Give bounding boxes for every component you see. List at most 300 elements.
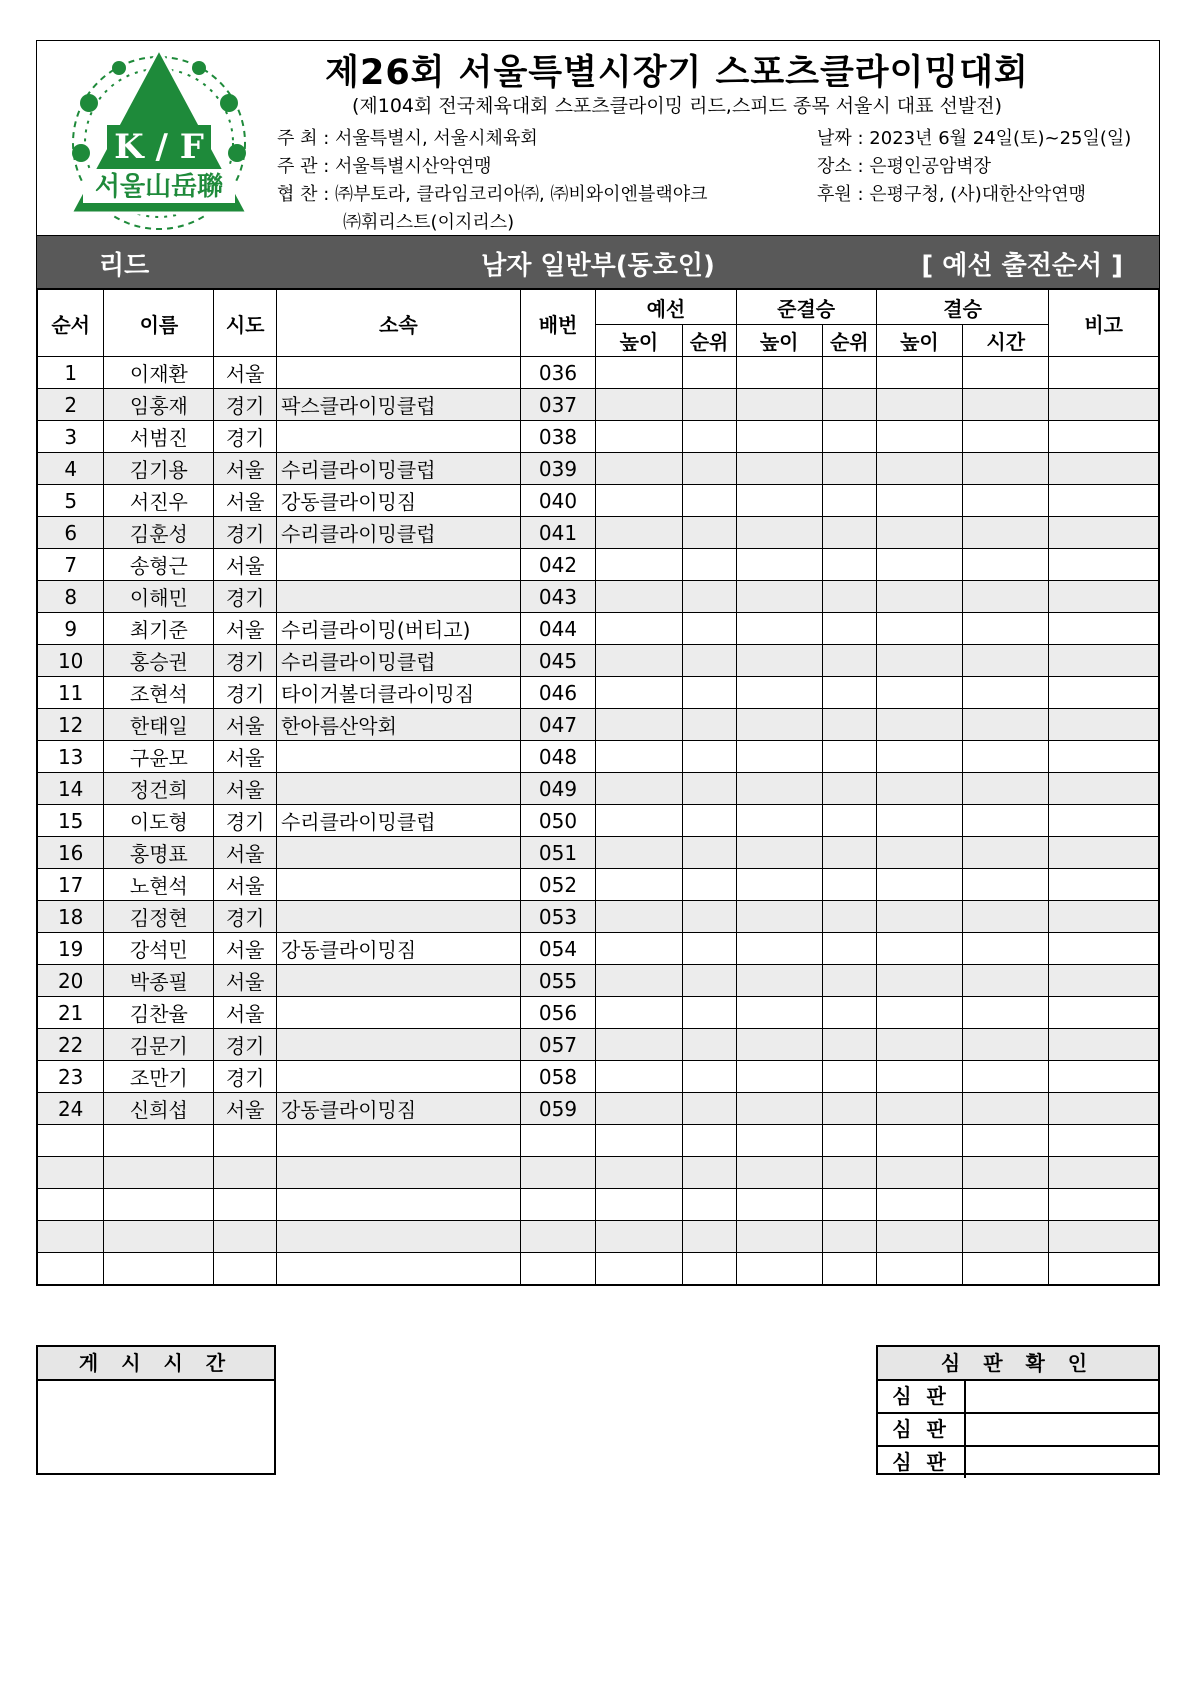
cell-qual-rank <box>682 1189 736 1221</box>
cell-semi-rank <box>822 869 876 901</box>
cell-semi-rank <box>822 1093 876 1125</box>
col-qual: 예선 <box>596 289 736 325</box>
cell-semi-height <box>736 485 822 517</box>
cell-semi-rank <box>822 1125 876 1157</box>
cell-final-height <box>876 421 962 453</box>
cell-semi-rank <box>822 389 876 421</box>
table-row <box>37 997 1159 1029</box>
col-final-height: 높이 <box>876 325 962 357</box>
cell-qual-rank <box>682 1093 736 1125</box>
col-name: 이름 <box>104 289 214 357</box>
cell-affiliation <box>276 1221 520 1253</box>
cell-region: 경기 <box>214 421 277 453</box>
cell-affiliation: 강동클라이밍짐 <box>276 1093 520 1125</box>
cell-order: 6 <box>37 517 104 549</box>
table-row <box>37 549 1159 581</box>
cell-final-time <box>963 1189 1049 1221</box>
cell-qual-height <box>596 997 682 1029</box>
judge-signature-field[interactable] <box>966 1381 1158 1412</box>
cell-order: 23 <box>37 1061 104 1093</box>
cell-note <box>1049 1189 1159 1221</box>
cell-order <box>37 1125 104 1157</box>
cell-semi-rank <box>822 709 876 741</box>
cell-semi-rank <box>822 805 876 837</box>
cell-qual-height <box>596 965 682 997</box>
cell-qual-height <box>596 1093 682 1125</box>
date-line: 날짜 : 2023년 6월 24일(토)~25일(일) <box>817 128 1132 149</box>
cell-final-time <box>963 997 1049 1029</box>
cell-final-height <box>876 1221 962 1253</box>
cell-final-time <box>963 581 1049 613</box>
result-sheet <box>36 40 1160 1286</box>
cell-semi-rank <box>822 965 876 997</box>
cell-note <box>1049 517 1159 549</box>
cell-order: 12 <box>37 709 104 741</box>
cell-order: 24 <box>37 1093 104 1125</box>
table-row <box>37 901 1159 933</box>
cell-name: 노현석 <box>104 869 214 901</box>
cell-bib: 056 <box>520 997 596 1029</box>
cell-semi-height <box>736 773 822 805</box>
cell-final-height <box>876 837 962 869</box>
table-row <box>37 933 1159 965</box>
cell-final-height <box>876 1093 962 1125</box>
cell-affiliation: 수리클라이밍(버티고) <box>276 613 520 645</box>
cell-qual-rank <box>682 837 736 869</box>
cell-bib: 046 <box>520 677 596 709</box>
cell-final-height <box>876 965 962 997</box>
cell-final-time <box>963 485 1049 517</box>
cell-final-time <box>963 965 1049 997</box>
cell-affiliation <box>276 901 520 933</box>
event-info <box>817 125 1131 209</box>
cell-final-height <box>876 997 962 1029</box>
cell-region: 서울 <box>214 741 277 773</box>
cell-bib: 040 <box>520 485 596 517</box>
cell-semi-height <box>736 581 822 613</box>
cell-semi-rank <box>822 613 876 645</box>
cell-note <box>1049 421 1159 453</box>
cell-qual-height <box>596 549 682 581</box>
cell-final-time <box>963 453 1049 485</box>
table-row <box>37 357 1159 389</box>
table-row <box>37 869 1159 901</box>
cell-affiliation <box>276 1189 520 1221</box>
cell-affiliation <box>276 997 520 1029</box>
cell-name <box>104 1189 214 1221</box>
organizer-line: 주 관 : 서울특별시산악연맹 <box>277 156 492 177</box>
cell-name: 조만기 <box>104 1061 214 1093</box>
cell-region: 서울 <box>214 357 277 389</box>
cell-qual-rank <box>682 709 736 741</box>
cell-bib <box>520 1125 596 1157</box>
cell-semi-height <box>736 1221 822 1253</box>
cell-bib: 042 <box>520 549 596 581</box>
logo-top-text: K / F <box>114 127 204 167</box>
cell-region: 경기 <box>214 901 277 933</box>
cell-note <box>1049 965 1159 997</box>
cell-semi-rank <box>822 837 876 869</box>
cell-name: 김문기 <box>104 1029 214 1061</box>
cell-final-time <box>963 549 1049 581</box>
cell-semi-height <box>736 805 822 837</box>
cell-region: 서울 <box>214 773 277 805</box>
table-row <box>37 741 1159 773</box>
cell-semi-rank <box>822 1061 876 1093</box>
cell-affiliation <box>276 965 520 997</box>
cell-order: 21 <box>37 997 104 1029</box>
cell-bib: 058 <box>520 1061 596 1093</box>
cell-bib: 048 <box>520 741 596 773</box>
cell-note <box>1049 869 1159 901</box>
cell-bib: 053 <box>520 901 596 933</box>
cell-semi-height <box>736 421 822 453</box>
cell-order <box>37 1221 104 1253</box>
cell-name: 송형근 <box>104 549 214 581</box>
cell-note <box>1049 901 1159 933</box>
cell-name: 강석민 <box>104 933 214 965</box>
cell-name: 홍명표 <box>104 837 214 869</box>
col-note: 비고 <box>1049 289 1159 357</box>
judge-signature-field[interactable] <box>966 1447 1158 1478</box>
col-semi: 준결승 <box>736 289 876 325</box>
cell-final-time <box>963 1157 1049 1189</box>
cell-qual-height <box>596 837 682 869</box>
table-row <box>37 453 1159 485</box>
table-row <box>37 837 1159 869</box>
cell-order: 17 <box>37 869 104 901</box>
table-row <box>37 389 1159 421</box>
cell-affiliation <box>276 837 520 869</box>
cell-semi-height <box>736 965 822 997</box>
cell-final-height <box>876 901 962 933</box>
page-subtitle: (제104회 전국체육대회 스포츠클라이밍 리드,스피드 종목 서울시 대표 선발전) <box>351 95 1003 117</box>
cell-region: 경기 <box>214 389 277 421</box>
judge-label: 심 판 <box>878 1414 966 1445</box>
start-order-table <box>36 288 1160 1286</box>
cell-name: 박종필 <box>104 965 214 997</box>
cell-note <box>1049 357 1159 389</box>
cell-qual-height <box>596 1029 682 1061</box>
cell-semi-height <box>736 1061 822 1093</box>
cell-qual-rank <box>682 965 736 997</box>
cell-final-time <box>963 837 1049 869</box>
federation-logo <box>59 43 259 233</box>
cell-note <box>1049 549 1159 581</box>
cell-final-time <box>963 805 1049 837</box>
cell-qual-rank <box>682 741 736 773</box>
judge-row <box>878 1414 1158 1447</box>
cell-note <box>1049 1029 1159 1061</box>
cell-semi-height <box>736 613 822 645</box>
cell-qual-rank <box>682 773 736 805</box>
cell-final-time <box>963 677 1049 709</box>
cell-region: 경기 <box>214 805 277 837</box>
judge-row <box>878 1381 1158 1414</box>
table-row <box>37 965 1159 997</box>
cell-semi-height <box>736 1253 822 1286</box>
cell-name: 구윤모 <box>104 741 214 773</box>
cell-bib: 049 <box>520 773 596 805</box>
cell-affiliation <box>276 581 520 613</box>
cell-order: 20 <box>37 965 104 997</box>
table-row <box>37 613 1159 645</box>
cell-affiliation: 강동클라이밍짐 <box>276 933 520 965</box>
cell-bib: 043 <box>520 581 596 613</box>
cell-qual-height <box>596 357 682 389</box>
cell-affiliation: 수리클라이밍클럽 <box>276 517 520 549</box>
cell-qual-height <box>596 1253 682 1286</box>
cell-name: 서진우 <box>104 485 214 517</box>
cell-order: 9 <box>37 613 104 645</box>
cell-note <box>1049 453 1159 485</box>
cell-region: 서울 <box>214 1093 277 1125</box>
cell-name: 서범진 <box>104 421 214 453</box>
cell-order: 7 <box>37 549 104 581</box>
cell-region: 서울 <box>214 837 277 869</box>
cell-semi-height <box>736 389 822 421</box>
cell-name: 홍승권 <box>104 645 214 677</box>
cell-name: 이도형 <box>104 805 214 837</box>
cell-affiliation: 수리클라이밍클럽 <box>276 645 520 677</box>
sponsor-line: 협 찬 : ㈜부토라, 클라임코리아㈜, ㈜비와이엔블랙야크 <box>277 184 708 205</box>
cell-region: 서울 <box>214 613 277 645</box>
cell-region: 서울 <box>214 485 277 517</box>
cell-name: 조현석 <box>104 677 214 709</box>
cell-name <box>104 1253 214 1286</box>
cell-order: 1 <box>37 357 104 389</box>
cell-region: 서울 <box>214 869 277 901</box>
cell-semi-height <box>736 741 822 773</box>
cell-qual-rank <box>682 1029 736 1061</box>
host-line: 주 최 : 서울특별시, 서울시체육회 <box>277 128 538 149</box>
cell-qual-height <box>596 933 682 965</box>
cell-final-height <box>876 1029 962 1061</box>
col-order: 순서 <box>37 289 104 357</box>
cell-semi-height <box>736 1189 822 1221</box>
cell-qual-height <box>596 389 682 421</box>
cell-qual-rank <box>682 933 736 965</box>
cell-semi-height <box>736 997 822 1029</box>
col-semi-height: 높이 <box>736 325 822 357</box>
cell-semi-height <box>736 933 822 965</box>
cell-bib: 054 <box>520 933 596 965</box>
col-affiliation: 소속 <box>276 289 520 357</box>
cell-semi-rank <box>822 1221 876 1253</box>
cell-qual-height <box>596 581 682 613</box>
cell-affiliation: 수리클라이밍클럽 <box>276 453 520 485</box>
cell-bib: 038 <box>520 421 596 453</box>
cell-final-time <box>963 1221 1049 1253</box>
round-label: [ 예선 출전순서 ] <box>921 251 1123 281</box>
cell-note <box>1049 485 1159 517</box>
cell-semi-rank <box>822 453 876 485</box>
header <box>36 40 1160 235</box>
col-semi-rank: 순위 <box>822 325 876 357</box>
cell-region: 경기 <box>214 1029 277 1061</box>
table-body <box>37 357 1159 1286</box>
cell-final-time <box>963 389 1049 421</box>
cell-final-time <box>963 421 1049 453</box>
cell-note <box>1049 677 1159 709</box>
cell-semi-rank <box>822 1253 876 1286</box>
cell-region <box>214 1221 277 1253</box>
table-row <box>37 1093 1159 1125</box>
cell-qual-height <box>596 677 682 709</box>
table-row <box>37 773 1159 805</box>
cell-qual-height <box>596 1189 682 1221</box>
cell-semi-height <box>736 549 822 581</box>
cell-final-time <box>963 357 1049 389</box>
cell-region: 서울 <box>214 709 277 741</box>
cell-note <box>1049 741 1159 773</box>
cell-final-height <box>876 485 962 517</box>
cell-qual-rank <box>682 453 736 485</box>
judge-confirm-title: 심 판 확 인 <box>878 1347 1158 1381</box>
cell-final-height <box>876 1125 962 1157</box>
cell-order: 8 <box>37 581 104 613</box>
cell-bib: 036 <box>520 357 596 389</box>
support-line: 후원 : 은평구청, (사)대한산악연맹 <box>817 184 1087 205</box>
cell-note <box>1049 1093 1159 1125</box>
cell-note <box>1049 773 1159 805</box>
cell-final-height <box>876 741 962 773</box>
cell-affiliation <box>276 741 520 773</box>
cell-final-height <box>876 581 962 613</box>
cell-final-time <box>963 933 1049 965</box>
cell-region <box>214 1253 277 1286</box>
cell-semi-rank <box>822 645 876 677</box>
cell-bib: 039 <box>520 453 596 485</box>
logo-bottom-text: 서울山岳聯 <box>94 172 224 202</box>
cell-qual-rank <box>682 517 736 549</box>
cell-final-height <box>876 645 962 677</box>
judge-label: 심 판 <box>878 1381 966 1412</box>
cell-affiliation <box>276 549 520 581</box>
cell-qual-rank <box>682 389 736 421</box>
category-band <box>36 235 1160 289</box>
cell-qual-rank <box>682 901 736 933</box>
cell-qual-height <box>596 1061 682 1093</box>
cell-name: 김기용 <box>104 453 214 485</box>
table-row <box>37 517 1159 549</box>
col-final-time: 시간 <box>963 325 1049 357</box>
cell-final-time <box>963 1253 1049 1286</box>
cell-qual-rank <box>682 421 736 453</box>
cell-qual-rank <box>682 1061 736 1093</box>
cell-affiliation <box>276 1125 520 1157</box>
cell-bib: 037 <box>520 389 596 421</box>
cell-bib: 055 <box>520 965 596 997</box>
cell-region: 경기 <box>214 645 277 677</box>
cell-qual-rank <box>682 869 736 901</box>
cell-name: 이해민 <box>104 581 214 613</box>
cell-affiliation <box>276 421 520 453</box>
cell-qual-height <box>596 485 682 517</box>
cell-semi-height <box>736 1157 822 1189</box>
table-row <box>37 677 1159 709</box>
cell-bib: 047 <box>520 709 596 741</box>
cell-qual-rank <box>682 805 736 837</box>
cell-note <box>1049 709 1159 741</box>
cell-affiliation <box>276 773 520 805</box>
cell-semi-rank <box>822 1029 876 1061</box>
cell-name: 이재환 <box>104 357 214 389</box>
cell-note <box>1049 613 1159 645</box>
cell-note <box>1049 645 1159 677</box>
cell-semi-height <box>736 517 822 549</box>
col-final: 결승 <box>876 289 1049 325</box>
cell-semi-rank <box>822 773 876 805</box>
posting-time-title: 게 시 시 간 <box>38 1347 274 1381</box>
cell-name: 정건희 <box>104 773 214 805</box>
cell-note <box>1049 1221 1159 1253</box>
cell-qual-height <box>596 805 682 837</box>
cell-name: 신희섭 <box>104 1093 214 1125</box>
cell-qual-rank <box>682 1125 736 1157</box>
cell-qual-height <box>596 709 682 741</box>
cell-final-height <box>876 677 962 709</box>
table-row <box>37 1029 1159 1061</box>
cell-order: 4 <box>37 453 104 485</box>
judge-signature-field[interactable] <box>966 1414 1158 1445</box>
cell-order: 11 <box>37 677 104 709</box>
table-row <box>37 805 1159 837</box>
cell-final-height <box>876 709 962 741</box>
cell-note <box>1049 1125 1159 1157</box>
cell-semi-rank <box>822 997 876 1029</box>
cell-order: 3 <box>37 421 104 453</box>
cell-final-height <box>876 773 962 805</box>
cell-qual-height <box>596 421 682 453</box>
cell-semi-height <box>736 869 822 901</box>
table-row <box>37 1125 1159 1157</box>
cell-semi-rank <box>822 741 876 773</box>
cell-bib: 059 <box>520 1093 596 1125</box>
cell-qual-height <box>596 773 682 805</box>
cell-final-time <box>963 869 1049 901</box>
cell-semi-height <box>736 357 822 389</box>
cell-semi-rank <box>822 677 876 709</box>
cell-bib: 041 <box>520 517 596 549</box>
cell-order: 19 <box>37 933 104 965</box>
cell-semi-rank <box>822 1157 876 1189</box>
discipline-label: 리드 <box>99 251 150 281</box>
cell-semi-rank <box>822 549 876 581</box>
cell-semi-rank <box>822 357 876 389</box>
cell-affiliation: 팍스클라이밍클럽 <box>276 389 520 421</box>
cell-region: 서울 <box>214 965 277 997</box>
cell-order: 13 <box>37 741 104 773</box>
organizer-info <box>277 125 708 237</box>
cell-note <box>1049 1157 1159 1189</box>
cell-semi-rank <box>822 517 876 549</box>
cell-semi-height <box>736 1093 822 1125</box>
cell-name: 김훈성 <box>104 517 214 549</box>
sponsor-line-2: ㈜휘리스트(이지리스) <box>343 212 515 233</box>
cell-note <box>1049 389 1159 421</box>
cell-order: 15 <box>37 805 104 837</box>
venue-line: 장소 : 은평인공암벽장 <box>817 156 991 177</box>
cell-order: 2 <box>37 389 104 421</box>
cell-qual-height <box>596 1125 682 1157</box>
cell-semi-rank <box>822 933 876 965</box>
cell-semi-height <box>736 645 822 677</box>
cell-final-height <box>876 517 962 549</box>
cell-final-time <box>963 517 1049 549</box>
cell-semi-rank <box>822 485 876 517</box>
cell-qual-height <box>596 517 682 549</box>
